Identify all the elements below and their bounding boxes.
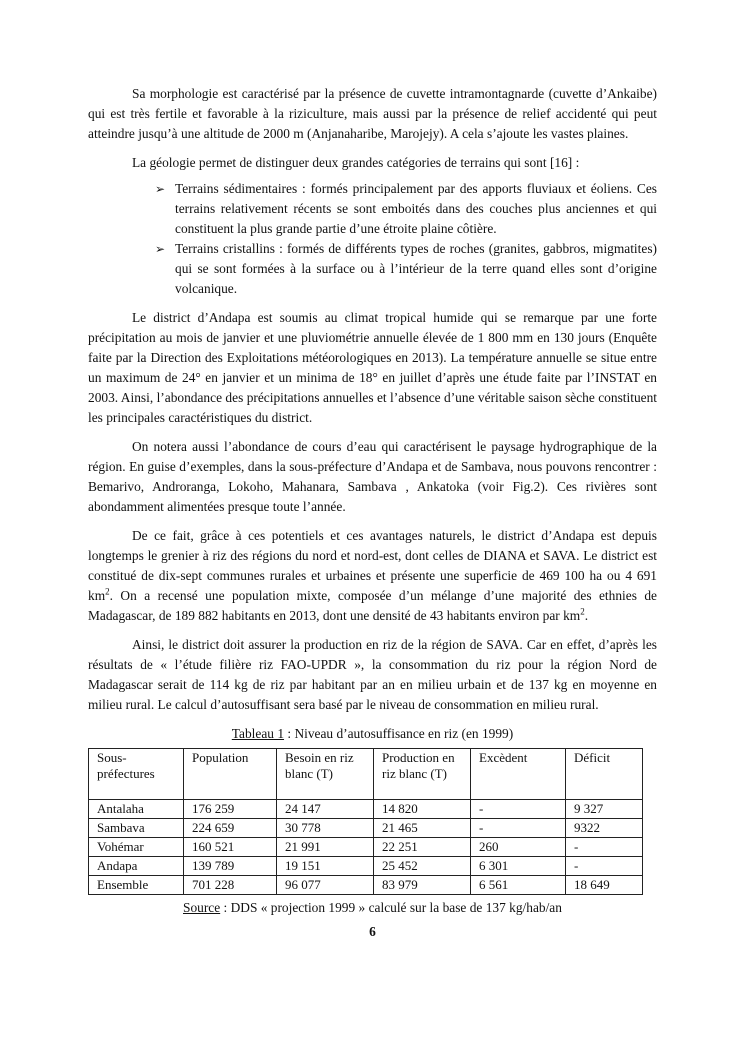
text-fragment: . On a recensé une population mixte, composée d’un mélange d’une majorité des ethnies de Madagascar, de 189 882 habitants en 2013, dont une densité de 43 habitants environ par km [88,588,657,623]
source-label: Source [183,900,221,915]
table-cell: Andapa [89,857,184,876]
paragraph-climat: Le district d’Andapa est soumis au climat tropical humide qui se remarque par une forte précipitation au mois de janvier et une pluviométrie annuelle élevée de 1 800 mm en 130 jours (Enquête faite par la Direction des Exploitations météorologiques en 2013). La température annuelle se situe entre un maximum de 24° en janvier et un minima de 18° en juillet d’après une étude faite par l’INSTAT en 2003. Ainsi, l’abondance des précipitations annuelles et l’absence d’une véritable saison sèche constituent les principales caractéristiques du district. [88,310,657,425]
table-cell: - [566,838,643,857]
superscript: 2 [105,586,110,597]
table-cell: 30 778 [277,819,374,838]
paragraph-production: Ainsi, le district doit assurer la production en riz de la région de SAVA. Car en effet, d’après les résultats de « l’étude filière riz FAO-UPDR », la consommation du riz pour la région Nord de Madagascar serait de 114 kg de riz par habitant par an en milieu urbain et de 137 kg en moyenne en milieu rural. Le calcul d’autosuffisant sera basé par le niveau de consommation en milieu rural. [88,637,657,712]
table-cell: 160 521 [184,838,277,857]
table-source [183,898,657,918]
table-row [89,819,643,838]
table-cell: - [471,800,566,819]
table-row [89,838,643,857]
table-cell: 260 [471,838,566,857]
table-cell: 21 465 [374,819,471,838]
table-header-cell: Déficit [566,749,643,800]
document-page [88,84,657,942]
autosuffisance-table [88,748,643,895]
table-header-cell: Excèdent [471,749,566,800]
paragraph-hydrographie: On notera aussi l’abondance de cours d’eau qui caractérisent le paysage hydrographique de la région. En guise d’exemples, dans la sous-préfecture d’Andapa et de Sambava, nous pouvons rencontrer : Bemarivo, Androranga, Lokoho, Mahanara, Sambava , Ankatoka (voir Fig.2). Ces rivières sont abondamment alimentées presque toute l’année. [88,439,657,514]
text-fragment: De ce fait, grâce à ces potentiels et ces avantages naturels, le district d’Andapa est depuis longtemps le grenier à riz des régions du nord et nord-est, dont celles de DIANA et SAVA. Le district est constitué de dix-sept communes rurales et urbaines et présente une superficie de 469 100 ha ou 4 691 km [88,528,657,603]
table-cell: 14 820 [374,800,471,819]
table-cell: 24 147 [277,800,374,819]
source-text: : DDS « projection 1999 » calculé sur la base de 137 kg/hab/an [220,900,562,915]
arrow-bullet-icon: ➢ [155,182,166,196]
table-header-row [89,749,643,800]
table-cell: 176 259 [184,800,277,819]
table-cell: 9 327 [566,800,643,819]
text-fragment: . [584,608,589,623]
list-item-text: Terrains cristallins : formés de différents types de roches (granites, gabbros, migmatites) qui se sont formées à la surface ou à l’intérieur de la terre quand elles sont d’origine volcanique. [175,241,657,296]
superscript: 2 [580,606,585,617]
table-cell: 701 228 [184,876,277,895]
table-caption [88,724,657,744]
table-cell: Antalaha [89,800,184,819]
table-cell: 9322 [566,819,643,838]
table-cell: 224 659 [184,819,277,838]
table-cell: 19 151 [277,857,374,876]
table-cell: 83 979 [374,876,471,895]
page-number: 6 [369,924,376,939]
table-caption-text: : Niveau d’autosuffisance en riz (en 1999) [284,726,514,741]
table-row [89,800,643,819]
table-cell: 22 251 [374,838,471,857]
table-cell: 21 991 [277,838,374,857]
table-cell: - [566,857,643,876]
table-cell: Sambava [89,819,184,838]
table-header-cell: Besoin en riz blanc (T) [277,749,374,800]
table-cell: 139 789 [184,857,277,876]
table-row [89,876,643,895]
table-cell: 18 649 [566,876,643,895]
table-cell: 96 077 [277,876,374,895]
list-item [155,179,657,239]
table-header-cell: Sous-préfectures [89,749,184,800]
arrow-bullet-icon: ➢ [155,242,166,256]
table-row [89,857,643,876]
paragraph-geologie: La géologie permet de distinguer deux grandes catégories de terrains qui sont [16] : [132,155,580,170]
terrain-list [88,179,657,299]
paragraph-morphologie: Sa morphologie est caractérisé par la présence de cuvette intramontagnarde (cuvette d’Ankaibe) qui est très fertile et favorable à la riziculture, mais aussi par la présence de relief accidenté qui peut atteindre jusqu’à une altitude de 2000 m (Anjanaharibe, Marojejy). A cela s’ajoute les vastes plaines. [88,86,657,141]
table-cell: Ensemble [89,876,184,895]
table-cell: 6 301 [471,857,566,876]
table-header-cell: Production en riz blanc (T) [374,749,471,800]
table-header-cell: Population [184,749,277,800]
table-cell: 25 452 [374,857,471,876]
table-caption-label: Tableau 1 [231,726,285,741]
paragraph-district [88,526,657,626]
table-cell: Vohémar [89,838,184,857]
list-item [155,239,657,299]
table-cell: - [471,819,566,838]
list-item-text: Terrains sédimentaires : formés principalement par des apports fluviaux et éoliens. Ces terrains relativement récents se sont emboités dans des couches plus anciennes et qui constituent la plus grande partie d’une étroite plaine côtière. [175,181,657,236]
table-cell: 6 561 [471,876,566,895]
